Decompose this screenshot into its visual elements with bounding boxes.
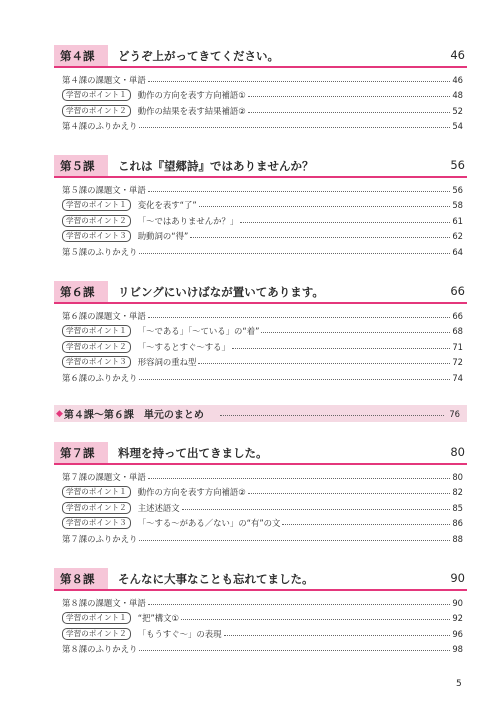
toc-row[interactable] bbox=[54, 103, 467, 119]
leader-dots bbox=[139, 378, 450, 380]
toc-page-number: 82 bbox=[452, 487, 463, 498]
toc-page-number: 96 bbox=[452, 628, 463, 639]
leader-dots bbox=[232, 347, 450, 349]
leader-dots bbox=[224, 634, 451, 636]
leader-dots bbox=[240, 221, 450, 223]
leader-dots bbox=[139, 649, 450, 651]
toc-page-number: 56 bbox=[452, 184, 463, 195]
toc-entry-label: 動作の方向を表す方向補語② bbox=[137, 487, 246, 498]
leader-dots bbox=[139, 126, 450, 128]
lesson-8-section bbox=[54, 568, 467, 657]
toc-entry-label: 第６課の課題文・単語 bbox=[62, 310, 146, 321]
toc-page-number: 98 bbox=[452, 644, 463, 655]
toc-row[interactable] bbox=[54, 595, 467, 611]
leader-dots bbox=[148, 80, 451, 82]
leader-dots bbox=[248, 111, 451, 113]
lesson-tag: 第６課 bbox=[60, 284, 95, 299]
lesson-page-number: 90 bbox=[450, 571, 465, 585]
toc-row[interactable] bbox=[54, 355, 467, 371]
point-badge: 学習のポイント１ bbox=[62, 486, 131, 498]
toc-entry-label: 形容詞の重ね型 bbox=[137, 357, 197, 368]
toc-row[interactable] bbox=[54, 626, 467, 642]
toc-entry-label: 第６課のふりかえり bbox=[62, 372, 138, 383]
toc-entry-label: 第４課の課題文・単語 bbox=[62, 74, 146, 85]
lesson-header bbox=[54, 281, 467, 304]
point-badge: 学習のポイント１ bbox=[62, 89, 131, 101]
point-badge: 学習のポイント３ bbox=[62, 517, 131, 529]
unit-summary-label: 第４課～第６課 単元のまとめ bbox=[63, 410, 204, 421]
toc-entry-label: 動作の方向を表す方向補語① bbox=[137, 90, 246, 101]
lesson-page-number: 46 bbox=[450, 48, 465, 62]
leader-dots bbox=[148, 316, 451, 318]
toc-page-number: 72 bbox=[452, 357, 463, 368]
leader-dots bbox=[181, 618, 450, 620]
toc-page-number: 90 bbox=[452, 597, 463, 608]
toc-row[interactable] bbox=[54, 531, 467, 547]
toc-entry-label: 変化を表す“了” bbox=[137, 200, 197, 211]
lesson-title[interactable]: そんなに大事なことも忘れてました。 bbox=[118, 571, 314, 586]
toc-row[interactable] bbox=[54, 485, 467, 501]
toc-entry-label: “把”構文① bbox=[137, 613, 180, 624]
toc-row[interactable] bbox=[54, 229, 467, 245]
point-badge: 学習のポイント２ bbox=[62, 105, 131, 117]
toc-row[interactable] bbox=[54, 72, 467, 88]
toc-entry-label: 「もうすぐ～」の表現 bbox=[137, 628, 222, 639]
toc-entry-label: 第８課の課題文・単語 bbox=[62, 597, 146, 608]
lesson-6-section bbox=[54, 281, 467, 386]
toc-entry-label: 主述述語文 bbox=[137, 502, 180, 513]
unit-summary-page: 76 bbox=[449, 408, 460, 419]
leader-dots bbox=[220, 414, 444, 416]
leader-dots bbox=[282, 523, 450, 525]
toc-entry-label: 第７課の課題文・単語 bbox=[62, 471, 146, 482]
leader-dots bbox=[148, 477, 451, 479]
point-badge: 学習のポイント３ bbox=[62, 230, 131, 242]
toc-entry-label: 第７課のふりかえり bbox=[62, 533, 138, 544]
leader-dots bbox=[198, 362, 450, 364]
toc-entry-label: 第４課のふりかえり bbox=[62, 121, 138, 132]
point-badge: 学習のポイント２ bbox=[62, 341, 131, 353]
lesson-header bbox=[54, 45, 467, 68]
point-badge: 学習のポイント１ bbox=[62, 612, 131, 624]
toc-entry-label: 第５課のふりかえり bbox=[62, 246, 138, 257]
leader-dots bbox=[148, 190, 451, 192]
toc-row[interactable] bbox=[54, 198, 467, 214]
toc-row[interactable] bbox=[54, 213, 467, 229]
toc-row[interactable] bbox=[54, 244, 467, 260]
lesson-tag: 第４課 bbox=[60, 48, 95, 63]
diamond-icon: ◆ bbox=[56, 408, 63, 419]
lesson-tag: 第８課 bbox=[60, 571, 95, 586]
toc-row[interactable] bbox=[54, 308, 467, 324]
unit-summary-row[interactable] bbox=[54, 405, 467, 422]
toc-page-number: 88 bbox=[452, 533, 463, 544]
toc-page-number: 86 bbox=[452, 518, 463, 529]
leader-dots bbox=[261, 331, 450, 333]
lesson-title[interactable]: リビングにいけばなが置いてあります。 bbox=[118, 284, 324, 299]
lesson-header bbox=[54, 155, 467, 178]
leader-dots bbox=[248, 95, 451, 97]
toc-row[interactable] bbox=[54, 370, 467, 386]
toc-entry-label: 第５課の課題文・単語 bbox=[62, 184, 146, 195]
toc-row[interactable] bbox=[54, 324, 467, 340]
toc-page-number: 46 bbox=[452, 74, 463, 85]
toc-row[interactable] bbox=[54, 339, 467, 355]
point-badge: 学習のポイント１ bbox=[62, 199, 131, 211]
toc-page-number: 71 bbox=[452, 341, 463, 352]
lesson-5-section bbox=[54, 155, 467, 260]
toc-row[interactable] bbox=[54, 516, 467, 532]
leader-dots bbox=[139, 252, 450, 254]
toc-page-number: 68 bbox=[452, 326, 463, 337]
toc-entry-label: 「～するとすぐ～する」 bbox=[137, 341, 230, 352]
toc-row[interactable] bbox=[54, 182, 467, 198]
toc-row[interactable] bbox=[54, 500, 467, 516]
toc-page-number: 85 bbox=[452, 502, 463, 513]
toc-page-number: 54 bbox=[452, 121, 463, 132]
lesson-page-number: 66 bbox=[450, 284, 465, 298]
lesson-4-section bbox=[54, 45, 467, 134]
toc-page-number: 58 bbox=[452, 200, 463, 211]
toc-page-number: 48 bbox=[452, 90, 463, 101]
leader-dots bbox=[190, 236, 450, 238]
lesson-title[interactable]: どうぞ上がってきてください。 bbox=[118, 48, 279, 63]
lesson-7-section bbox=[54, 442, 467, 547]
point-badge: 学習のポイント２ bbox=[62, 502, 131, 514]
toc-row[interactable] bbox=[54, 88, 467, 104]
page-number: 5 bbox=[456, 679, 462, 689]
toc-row[interactable] bbox=[54, 469, 467, 485]
toc-page-number: 62 bbox=[452, 231, 463, 242]
toc-page-number: 66 bbox=[452, 310, 463, 321]
leader-dots bbox=[182, 508, 451, 510]
toc-page-number: 92 bbox=[452, 613, 463, 624]
leader-dots bbox=[139, 539, 450, 541]
toc-page-number: 64 bbox=[452, 246, 463, 257]
toc-row[interactable] bbox=[54, 119, 467, 135]
lesson-header bbox=[54, 442, 467, 465]
toc-entry-label: 「～ではありませんか？」 bbox=[137, 215, 239, 226]
toc-page-number: 52 bbox=[452, 105, 463, 116]
lesson-page-number: 56 bbox=[450, 158, 465, 172]
lesson-header bbox=[54, 568, 467, 591]
point-badge: 学習のポイント１ bbox=[62, 325, 131, 337]
toc-row[interactable] bbox=[54, 642, 467, 658]
toc-entry-label: 「～する～がある／ない」の“有”の文 bbox=[137, 518, 281, 529]
toc-page-number: 61 bbox=[452, 215, 463, 226]
toc-entry-label: 助動詞の“得” bbox=[137, 231, 189, 242]
leader-dots bbox=[199, 205, 451, 207]
lesson-tag: 第７課 bbox=[60, 445, 95, 460]
point-badge: 学習のポイント２ bbox=[62, 215, 131, 227]
toc-entry-label: 「～である」「～ている」の“着” bbox=[137, 326, 260, 337]
lesson-tag: 第５課 bbox=[60, 158, 95, 173]
toc-row[interactable] bbox=[54, 611, 467, 627]
toc-entry-label: 第８課のふりかえり bbox=[62, 644, 138, 655]
toc-page-number: 74 bbox=[452, 372, 463, 383]
point-badge: 学習のポイント３ bbox=[62, 356, 131, 368]
point-badge: 学習のポイント２ bbox=[62, 628, 131, 640]
leader-dots bbox=[248, 492, 451, 494]
toc-entry-label: 動作の結果を表す結果補語② bbox=[137, 105, 246, 116]
lesson-title[interactable]: これは『望郷詩』ではありませんか？ bbox=[118, 158, 314, 173]
lesson-page-number: 80 bbox=[450, 445, 465, 459]
lesson-title[interactable]: 料理を持って出てきました。 bbox=[118, 445, 268, 460]
leader-dots bbox=[148, 603, 451, 605]
toc-page-number: 80 bbox=[452, 471, 463, 482]
